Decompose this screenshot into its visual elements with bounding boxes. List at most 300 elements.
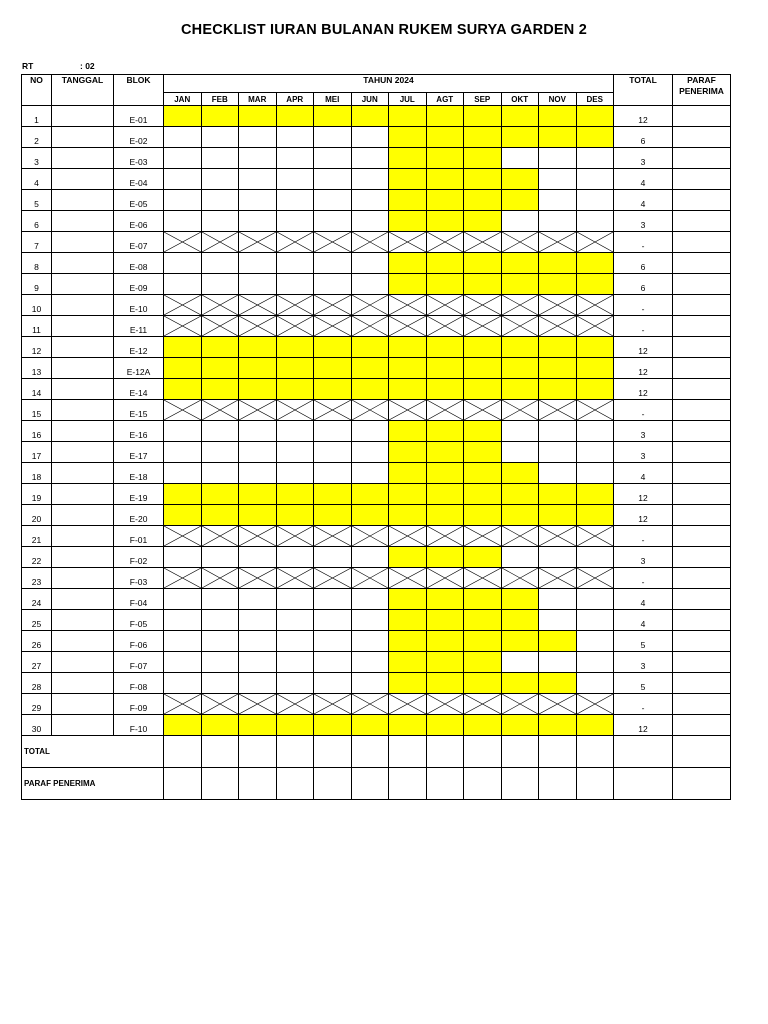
row-no: 2 (22, 127, 52, 148)
month-cell-mei (314, 673, 352, 694)
month-cell-jan (164, 652, 202, 673)
document-title: CHECKLIST IURAN BULANAN RUKEM SURYA GARDEN 2 (181, 22, 587, 38)
month-cell-apr (276, 589, 314, 610)
month-cell-sep (464, 274, 502, 295)
month-header-mei: MEI (314, 93, 352, 106)
month-cell-jan (164, 190, 202, 211)
month-cell-jul (389, 463, 427, 484)
row-blok: F-10 (114, 715, 164, 736)
row-tanggal (52, 652, 114, 673)
month-cell-jan (164, 505, 202, 526)
month-cell-mar (239, 274, 277, 295)
row-total: 6 (614, 253, 673, 274)
month-cell-des (576, 610, 614, 631)
month-cell-jun (351, 190, 389, 211)
month-header-apr: APR (276, 93, 314, 106)
month-cell-nov (539, 253, 577, 274)
month-cell-mar (239, 442, 277, 463)
row-no: 17 (22, 442, 52, 463)
month-cell-jan (164, 421, 202, 442)
header-tahun: TAHUN 2024 (164, 75, 614, 93)
month-cell-okt (501, 400, 539, 421)
table-row (22, 169, 731, 190)
month-cell-mei (314, 379, 352, 400)
month-cell-mar (239, 295, 277, 316)
row-no: 10 (22, 295, 52, 316)
row-tanggal (52, 547, 114, 568)
month-cell-nov (539, 505, 577, 526)
table-row (22, 379, 731, 400)
month-cell-jul (389, 673, 427, 694)
row-paraf (673, 379, 731, 400)
month-cell-jun (351, 463, 389, 484)
month-cell-jul (389, 589, 427, 610)
row-paraf (673, 127, 731, 148)
row-blok: E-17 (114, 442, 164, 463)
month-cell-feb (201, 190, 239, 211)
row-paraf (673, 106, 731, 127)
row-total: 4 (614, 190, 673, 211)
row-blok: E-19 (114, 484, 164, 505)
month-cell-jan (164, 253, 202, 274)
month-cell-feb (201, 463, 239, 484)
month-cell-feb (201, 631, 239, 652)
month-cell-okt (501, 379, 539, 400)
row-tanggal (52, 232, 114, 253)
table-row (22, 400, 731, 421)
row-tanggal (52, 484, 114, 505)
month-cell-des (576, 295, 614, 316)
month-cell-jul (389, 211, 427, 232)
row-no: 29 (22, 694, 52, 715)
row-no: 12 (22, 337, 52, 358)
row-tanggal (52, 127, 114, 148)
month-cell-okt (501, 232, 539, 253)
row-blok: E-10 (114, 295, 164, 316)
footer-paraf-month-cell (501, 768, 539, 800)
row-tanggal (52, 358, 114, 379)
row-paraf (673, 463, 731, 484)
month-cell-jun (351, 274, 389, 295)
month-cell-jan (164, 400, 202, 421)
month-cell-okt (501, 652, 539, 673)
row-blok: F-08 (114, 673, 164, 694)
month-cell-feb (201, 148, 239, 169)
month-cell-agt (426, 421, 464, 442)
month-cell-mei (314, 715, 352, 736)
month-cell-okt (501, 715, 539, 736)
table-row (22, 316, 731, 337)
month-cell-sep (464, 421, 502, 442)
month-cell-agt (426, 631, 464, 652)
month-cell-feb (201, 694, 239, 715)
month-cell-mei (314, 148, 352, 169)
month-cell-okt (501, 274, 539, 295)
month-cell-jun (351, 169, 389, 190)
month-cell-agt (426, 106, 464, 127)
month-cell-des (576, 211, 614, 232)
row-no: 27 (22, 652, 52, 673)
row-total: 12 (614, 106, 673, 127)
month-cell-jun (351, 127, 389, 148)
month-cell-okt (501, 463, 539, 484)
month-cell-feb (201, 673, 239, 694)
row-tanggal (52, 295, 114, 316)
month-cell-agt (426, 547, 464, 568)
month-cell-okt (501, 526, 539, 547)
month-cell-sep (464, 379, 502, 400)
row-paraf (673, 631, 731, 652)
row-no: 20 (22, 505, 52, 526)
month-cell-mar (239, 337, 277, 358)
row-blok: F-01 (114, 526, 164, 547)
row-tanggal (52, 463, 114, 484)
month-cell-agt (426, 463, 464, 484)
month-cell-nov (539, 442, 577, 463)
month-cell-agt (426, 379, 464, 400)
month-cell-des (576, 631, 614, 652)
month-cell-feb (201, 610, 239, 631)
month-cell-apr (276, 316, 314, 337)
month-cell-jun (351, 379, 389, 400)
month-cell-sep (464, 610, 502, 631)
row-tanggal (52, 379, 114, 400)
month-cell-nov (539, 568, 577, 589)
month-cell-agt (426, 358, 464, 379)
month-cell-mei (314, 400, 352, 421)
row-no: 9 (22, 274, 52, 295)
month-cell-jan (164, 568, 202, 589)
month-cell-feb (201, 379, 239, 400)
month-cell-jun (351, 631, 389, 652)
month-cell-jan (164, 274, 202, 295)
month-cell-mei (314, 253, 352, 274)
month-cell-nov (539, 421, 577, 442)
header-paraf-line1: PARAF (687, 75, 716, 85)
row-total: 3 (614, 211, 673, 232)
row-total: 3 (614, 421, 673, 442)
month-cell-jan (164, 211, 202, 232)
month-cell-okt (501, 568, 539, 589)
row-total: 5 (614, 673, 673, 694)
footer-total-label: TOTAL (22, 736, 164, 768)
header-blok: BLOK (114, 75, 164, 106)
month-cell-nov (539, 631, 577, 652)
footer-total-month-cell (276, 736, 314, 768)
month-cell-sep (464, 337, 502, 358)
row-total: 12 (614, 379, 673, 400)
month-cell-apr (276, 253, 314, 274)
month-header-jan: JAN (164, 93, 202, 106)
month-cell-sep (464, 211, 502, 232)
row-blok: F-03 (114, 568, 164, 589)
month-cell-feb (201, 274, 239, 295)
month-cell-jul (389, 610, 427, 631)
row-total: - (614, 526, 673, 547)
month-cell-mar (239, 652, 277, 673)
month-cell-apr (276, 568, 314, 589)
month-cell-feb (201, 589, 239, 610)
month-cell-sep (464, 295, 502, 316)
month-cell-mei (314, 274, 352, 295)
row-blok: E-12 (114, 337, 164, 358)
month-cell-apr (276, 190, 314, 211)
row-tanggal (52, 337, 114, 358)
table-row (22, 694, 731, 715)
month-cell-jul (389, 106, 427, 127)
month-cell-apr (276, 442, 314, 463)
row-tanggal (52, 274, 114, 295)
month-cell-des (576, 694, 614, 715)
month-cell-okt (501, 673, 539, 694)
row-total: 6 (614, 274, 673, 295)
row-no: 1 (22, 106, 52, 127)
footer-total-month-cell (239, 736, 277, 768)
row-blok: F-07 (114, 652, 164, 673)
month-cell-okt (501, 169, 539, 190)
month-cell-jun (351, 484, 389, 505)
month-cell-jun (351, 442, 389, 463)
month-cell-mar (239, 253, 277, 274)
month-cell-apr (276, 526, 314, 547)
month-cell-jul (389, 379, 427, 400)
footer-paraf-month-cell (314, 768, 352, 800)
table-row (22, 232, 731, 253)
month-cell-nov (539, 379, 577, 400)
month-cell-agt (426, 652, 464, 673)
month-cell-nov (539, 316, 577, 337)
footer-total-month-cell (539, 736, 577, 768)
month-cell-jan (164, 463, 202, 484)
month-header-des: DES (576, 93, 614, 106)
month-cell-nov (539, 169, 577, 190)
month-cell-jan (164, 316, 202, 337)
footer-total-month-cell (351, 736, 389, 768)
month-cell-jan (164, 631, 202, 652)
row-no: 28 (22, 673, 52, 694)
footer-paraf-month-cell (239, 768, 277, 800)
month-cell-okt (501, 148, 539, 169)
month-cell-des (576, 442, 614, 463)
row-no: 18 (22, 463, 52, 484)
footer-paraf-paraf-cell (673, 768, 731, 800)
month-cell-nov (539, 106, 577, 127)
footer-total-month-cell (464, 736, 502, 768)
month-cell-okt (501, 106, 539, 127)
month-cell-jul (389, 526, 427, 547)
month-cell-des (576, 547, 614, 568)
row-blok: E-07 (114, 232, 164, 253)
row-total: 4 (614, 610, 673, 631)
row-no: 16 (22, 421, 52, 442)
month-cell-nov (539, 610, 577, 631)
month-cell-apr (276, 400, 314, 421)
month-cell-feb (201, 316, 239, 337)
footer-paraf-total-cell (614, 768, 673, 800)
month-cell-nov (539, 211, 577, 232)
row-tanggal (52, 316, 114, 337)
row-no: 3 (22, 148, 52, 169)
month-cell-apr (276, 379, 314, 400)
month-cell-okt (501, 358, 539, 379)
row-no: 21 (22, 526, 52, 547)
table-row (22, 652, 731, 673)
month-cell-nov (539, 232, 577, 253)
row-blok: E-11 (114, 316, 164, 337)
month-cell-mar (239, 526, 277, 547)
month-cell-apr (276, 106, 314, 127)
row-total: 12 (614, 505, 673, 526)
month-cell-des (576, 358, 614, 379)
month-cell-mei (314, 106, 352, 127)
footer-paraf-month-cell (576, 768, 614, 800)
month-cell-feb (201, 547, 239, 568)
month-cell-mar (239, 505, 277, 526)
row-total: 3 (614, 148, 673, 169)
month-cell-jan (164, 484, 202, 505)
dues-checklist-table (21, 74, 731, 800)
table-row (22, 274, 731, 295)
row-blok: E-03 (114, 148, 164, 169)
month-cell-agt (426, 442, 464, 463)
month-cell-apr (276, 547, 314, 568)
month-cell-mar (239, 631, 277, 652)
month-cell-nov (539, 358, 577, 379)
month-cell-mei (314, 463, 352, 484)
month-cell-des (576, 463, 614, 484)
month-cell-mar (239, 421, 277, 442)
month-cell-feb (201, 337, 239, 358)
month-cell-mar (239, 547, 277, 568)
month-cell-jan (164, 106, 202, 127)
header-paraf (673, 75, 731, 106)
month-cell-jan (164, 127, 202, 148)
month-cell-agt (426, 190, 464, 211)
month-header-mar: MAR (239, 93, 277, 106)
month-cell-agt (426, 715, 464, 736)
header-tanggal: TANGGAL (52, 75, 114, 106)
month-cell-apr (276, 610, 314, 631)
header-row-top (22, 75, 731, 93)
month-cell-des (576, 316, 614, 337)
table-row (22, 463, 731, 484)
row-paraf (673, 484, 731, 505)
month-cell-sep (464, 484, 502, 505)
month-cell-okt (501, 316, 539, 337)
month-cell-mar (239, 232, 277, 253)
row-total: 4 (614, 463, 673, 484)
row-no: 14 (22, 379, 52, 400)
month-cell-jul (389, 442, 427, 463)
month-cell-mar (239, 484, 277, 505)
month-cell-apr (276, 274, 314, 295)
month-cell-jun (351, 610, 389, 631)
month-cell-sep (464, 190, 502, 211)
row-total: 12 (614, 337, 673, 358)
footer-total-total-cell (614, 736, 673, 768)
month-cell-mar (239, 463, 277, 484)
row-blok: F-09 (114, 694, 164, 715)
month-cell-agt (426, 505, 464, 526)
row-no: 8 (22, 253, 52, 274)
row-blok: E-18 (114, 463, 164, 484)
row-no: 23 (22, 568, 52, 589)
row-total: 6 (614, 127, 673, 148)
month-cell-agt (426, 148, 464, 169)
month-cell-des (576, 253, 614, 274)
month-cell-apr (276, 694, 314, 715)
footer-paraf-month-cell (201, 768, 239, 800)
header-paraf-line2: PENERIMA (679, 86, 724, 96)
row-total: - (614, 295, 673, 316)
row-blok: E-06 (114, 211, 164, 232)
month-cell-mar (239, 673, 277, 694)
row-paraf (673, 400, 731, 421)
month-cell-sep (464, 547, 502, 568)
month-cell-jun (351, 400, 389, 421)
row-blok: E-14 (114, 379, 164, 400)
month-cell-agt (426, 211, 464, 232)
month-cell-agt (426, 589, 464, 610)
month-cell-agt (426, 673, 464, 694)
row-tanggal (52, 211, 114, 232)
month-cell-des (576, 106, 614, 127)
month-cell-mar (239, 190, 277, 211)
month-cell-mar (239, 358, 277, 379)
table-row (22, 715, 731, 736)
month-cell-apr (276, 505, 314, 526)
table-row (22, 505, 731, 526)
row-paraf (673, 673, 731, 694)
month-cell-jun (351, 715, 389, 736)
row-paraf (673, 169, 731, 190)
month-cell-mei (314, 190, 352, 211)
month-cell-sep (464, 463, 502, 484)
footer-total-month-cell (426, 736, 464, 768)
month-cell-des (576, 337, 614, 358)
month-cell-nov (539, 589, 577, 610)
month-cell-jul (389, 169, 427, 190)
month-cell-jun (351, 358, 389, 379)
month-cell-nov (539, 190, 577, 211)
month-cell-sep (464, 316, 502, 337)
month-cell-mei (314, 421, 352, 442)
month-cell-agt (426, 127, 464, 148)
month-cell-feb (201, 232, 239, 253)
row-blok: E-01 (114, 106, 164, 127)
month-cell-sep (464, 589, 502, 610)
month-header-feb: FEB (201, 93, 239, 106)
table-row (22, 358, 731, 379)
month-cell-jul (389, 400, 427, 421)
month-cell-sep (464, 232, 502, 253)
table-row (22, 106, 731, 127)
footer-total-paraf-cell (673, 736, 731, 768)
table-row (22, 211, 731, 232)
month-cell-mei (314, 211, 352, 232)
month-cell-mei (314, 589, 352, 610)
month-cell-okt (501, 547, 539, 568)
row-total: - (614, 568, 673, 589)
month-cell-agt (426, 337, 464, 358)
month-cell-mar (239, 316, 277, 337)
month-cell-jul (389, 274, 427, 295)
footer-total-month-cell (389, 736, 427, 768)
footer-paraf-month-cell (164, 768, 202, 800)
month-cell-jul (389, 505, 427, 526)
month-cell-jan (164, 526, 202, 547)
row-paraf (673, 211, 731, 232)
